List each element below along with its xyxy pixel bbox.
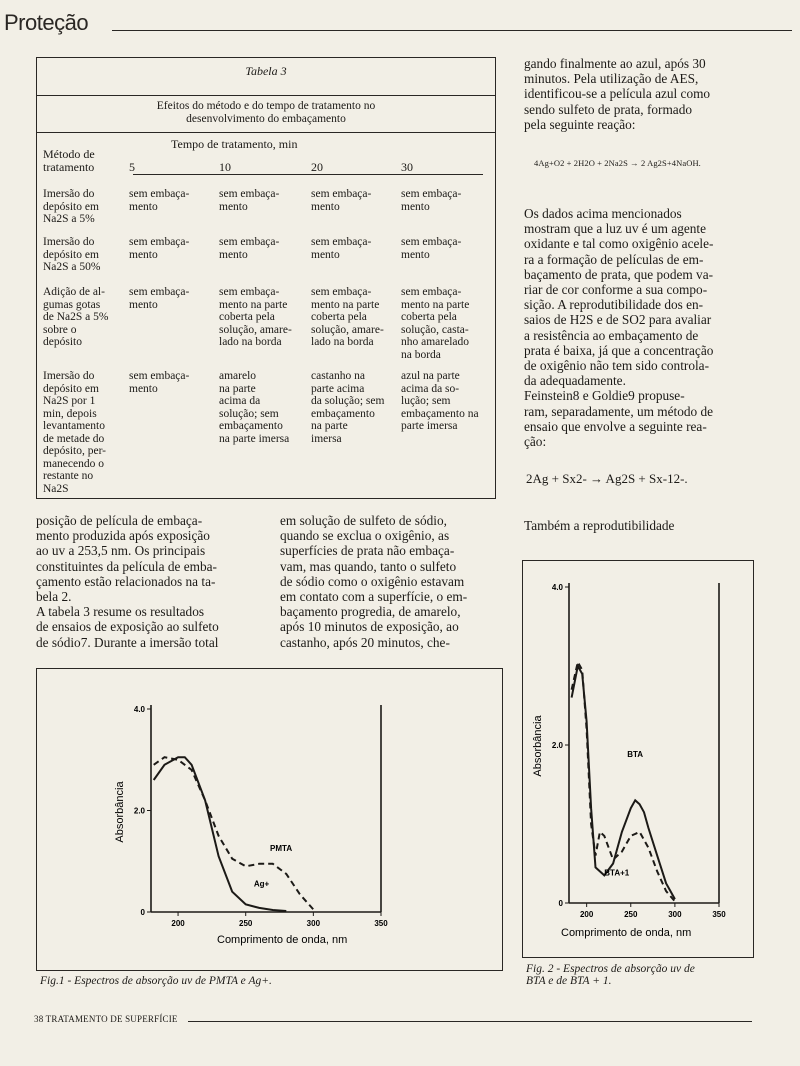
figure-2-chart xyxy=(523,561,753,957)
time-col-30: 30 xyxy=(401,160,413,174)
table-rule xyxy=(37,95,495,96)
table-rule xyxy=(37,132,495,133)
table-row-method: Imersão do depósito em Na2S a 5% xyxy=(43,188,99,225)
table-cell: azul na parte acima da so- lução; sem embaçamento na parte imersa xyxy=(401,370,479,432)
body-text-col3-mid: Os dados acima mencionados mostram que a luz uv é um agente oxidante e tal como oxigênio acele- ra a formação de películas de em- baçamento de prata, que podem va- riar de cor conforme a sua compo- sição. A reprodutibilidade dos en- saios de H2S e de SO2 para avaliar a resistência ao embaçamento de prata é baixa, já que a concentração de oxigênio não tem sido controla- da adequadamente. Feinstein8 e Goldie9 propuse- ram, separadamente, um método de ensaio que envolve a seguinte rea- ção: xyxy=(524,206,714,450)
figure-1-caption: Fig.1 - Espectros de absorção uv de PMTA e Ag+. xyxy=(40,975,272,987)
fig2-x-tick-label: 300 xyxy=(668,910,682,919)
running-header: Proteção xyxy=(4,10,89,35)
fig2-x-tick-label: 250 xyxy=(624,910,638,919)
fig2-y-tick-label: 2.0 xyxy=(551,741,563,750)
table-row-method: Adição de al- gumas gotas de Na2S a 5% sobre o depósito xyxy=(43,286,109,348)
fig2-x-tick-label: 200 xyxy=(579,910,594,919)
fig2-x-tick-label: 350 xyxy=(712,910,726,919)
figure-1-frame xyxy=(36,668,503,971)
table-row-method: Imersão do depósito em Na2S a 50% xyxy=(43,236,101,273)
table-caption: Tabela 3 xyxy=(245,64,287,78)
fig2-y-axis-label: Absorbância xyxy=(532,715,544,777)
table-cell: castanho na parte acima da solução; sem embaçamento na parte imersa xyxy=(311,370,385,445)
table-cell: sem embaça- mento xyxy=(401,188,462,213)
time-col-20: 20 xyxy=(311,160,323,174)
figure-1-chart xyxy=(37,669,502,970)
table-cell: sem embaça- mento xyxy=(219,188,280,213)
fig2-series-bta xyxy=(572,666,675,899)
table-cell: sem embaça- mento na parte coberta pela solução, amare- lado na borda xyxy=(311,286,384,348)
fig2-y-tick-label: 4.0 xyxy=(551,583,563,592)
time-header: Tempo de tratamento, min xyxy=(171,137,298,151)
time-col-5: 5 xyxy=(129,160,135,174)
method-header: Método de tratamento xyxy=(43,147,95,174)
fig2-x-axis-label: Comprimento de onda, nm xyxy=(561,927,692,939)
table-cell: sem embaça- mento xyxy=(219,236,280,261)
table-cell: sem embaça- mento xyxy=(129,188,190,213)
fig2-label-bta: BTA xyxy=(627,749,644,759)
table-row-method: Imersão do depósito em Na2S por 1 min, depois levantamento de metade do depósito, per- manecendo o restante no Na2S xyxy=(43,370,107,495)
fig1-y-tick-label: 2.0 xyxy=(133,806,145,816)
fig1-series-pmta xyxy=(154,757,314,909)
fig1-x-tick-label: 200 xyxy=(171,919,185,928)
table-cell: sem embaça- mento xyxy=(401,236,462,261)
fig2-label-bta-1: BTA+1 xyxy=(604,868,630,878)
fig1-x-axis-label: Comprimento de onda, nm xyxy=(217,934,348,946)
fig1-y-tick-label: 4.0 xyxy=(133,705,145,714)
fig1-x-tick-label: 300 xyxy=(306,919,321,928)
time-header-rule xyxy=(133,174,483,175)
body-text-col2: em solução de sulfeto de sódio, quando se exclua o oxigênio, as superfícies de prata não embaça- vam, mas quando, tanto o sulfeto de sódio como o oxigênio estavam em contato com a superfície, o em- baçamento progredia, de amarelo, após 10 minutos de exposição, ao castanho, após 20 minutos, che- xyxy=(280,513,468,650)
fig1-x-tick-label: 250 xyxy=(239,919,253,928)
body-text-col3-top: gando finalmente ao azul, após 30 minutos. Pela utilização de AES, identificou-se a película azul como sendo sulfeto de prata, formado pela seguinte reação: xyxy=(524,56,711,132)
page-footer: 38 TRATAMENTO DE SUPERFÍCIE xyxy=(34,1014,178,1024)
table-cell: sem embaça- mento xyxy=(311,188,372,213)
table-cell: sem embaça- mento na parte coberta pela solução, casta- nho amarelado na borda xyxy=(401,286,470,361)
footer-rule xyxy=(188,1021,752,1022)
fig2-y-tick-label: 0 xyxy=(558,899,563,908)
table-3 xyxy=(36,57,496,499)
table-title: Efeitos do método e do tempo de tratamento no desenvolvimento do embaçamento xyxy=(156,100,376,125)
fig1-label-pmta: PMTA xyxy=(270,844,293,854)
table-cell: sem embaça- mento na parte coberta pela solução, amare- lado na borda xyxy=(219,286,292,348)
header-rule xyxy=(112,30,792,31)
fig1-y-axis-label: Absorbância xyxy=(114,781,126,843)
reaction-equation-2: 2Ag + Sx2- → Ag2S + Sx-12-. xyxy=(526,471,688,486)
table-cell: sem embaça- mento xyxy=(129,370,190,395)
figure-2-caption: Fig. 2 - Espectros de absorção uv de BTA e de BTA + 1. xyxy=(526,963,695,987)
fig1-y-tick-label: 0 xyxy=(140,908,145,917)
table-cell: amarelo na parte acima da solução; sem embaçamento na parte imersa xyxy=(219,370,290,445)
fig1-x-tick-label: 350 xyxy=(374,919,388,928)
body-text-col3-bottom: Também a reprodutibilidade xyxy=(524,518,675,533)
figure-2-frame xyxy=(522,560,754,958)
fig1-label-ag: Ag+ xyxy=(253,879,270,889)
reaction-equation-1: 4Ag+O2 + 2H2O + 2Na2S → 2 Ag2S+4NaOH. xyxy=(534,158,701,168)
body-text-col1: posição de película de embaça- mento produzida após exposição ao uv a 253,5 nm. Os principais constituintes da película de emba- çamento estão relacionados na ta- bela 2. A tabela 3 resume os resultados de ensaios de exposição ao sulfeto de sódio7. Durante a imersão total xyxy=(36,513,219,650)
table-cell: sem embaça- mento xyxy=(311,236,372,261)
time-col-10: 10 xyxy=(219,160,231,174)
table-cell: sem embaça- mento xyxy=(129,286,190,311)
table-cell: sem embaça- mento xyxy=(129,236,190,261)
